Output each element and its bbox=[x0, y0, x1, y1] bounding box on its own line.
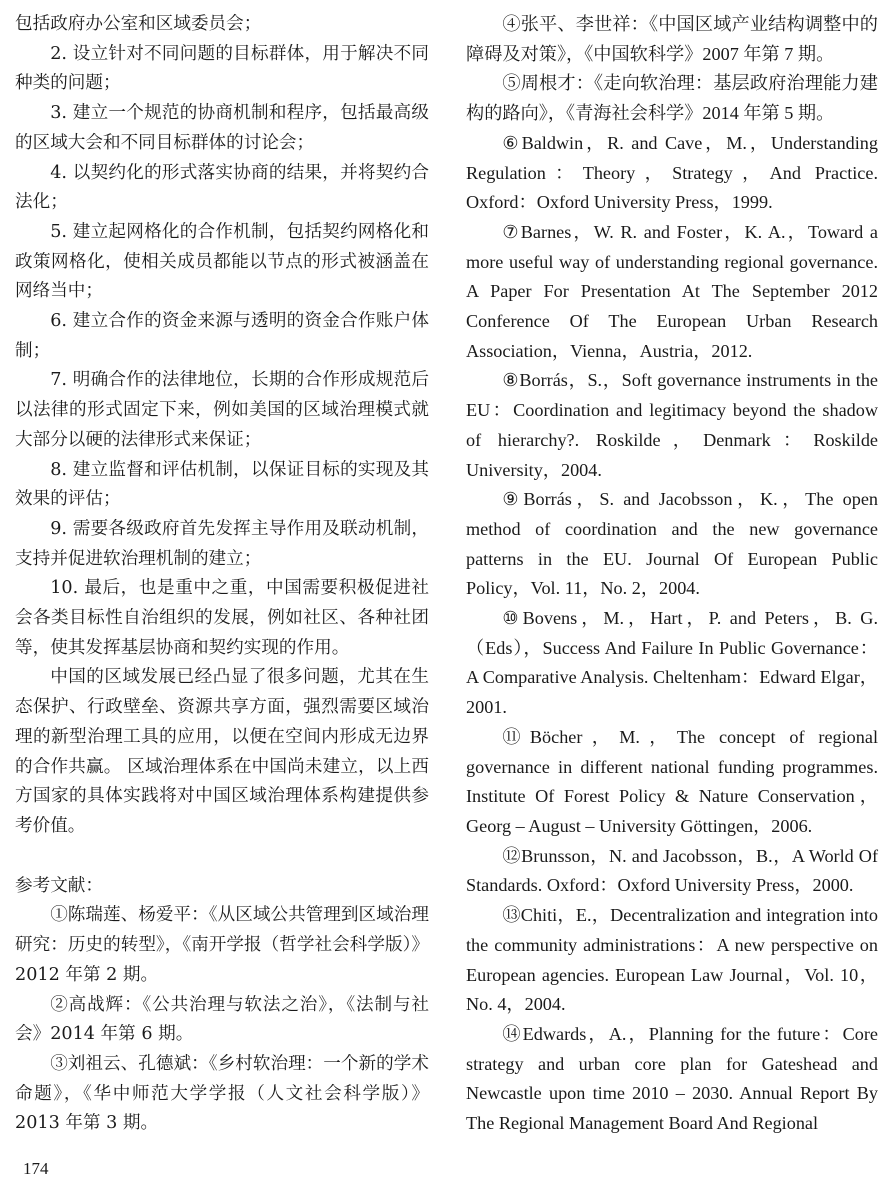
paragraph: 8. 建立监督和评估机制，以保证目标的实现及其效果的评估； bbox=[15, 459, 429, 510]
left-column bbox=[15, 10, 429, 1139]
reference-item: ⑩Bovens，M.，Hart，P. and Peters，B. G.（Eds），Success And Failure In Public Governance：A Comparative Analysis. Cheltenham：Edward Elgar，2001. bbox=[466, 608, 878, 718]
reference-item: ⑭Edwards，A.，Planning for the future：Core strategy and urban core plan for Gateshead and Newcastle upon time 2010 – 2030. Annual Report By The Regional Management Board And Regional bbox=[466, 1023, 878, 1134]
reference-item: ⑨Borrás，S. and Jacobsson，K.，The open method of coordination and the new governance patterns in the EU. Journal Of European Public Policy，Vol. 11，No. 2，2004. bbox=[466, 489, 878, 599]
paragraph: 中国的区域发展已经凸显了很多问题，尤其在生态保护、行政壁垒、资源共享方面，强烈需要区域治理的新型治理工具的应用，以便在空间内形成无边界的合作共赢。 区域治理体系在中国尚未建立，以上西方国家的具体实践将对中国区域治理体系构建提供参考价值。 bbox=[15, 667, 429, 836]
references-heading: 参考文献： bbox=[15, 875, 103, 896]
paragraph: 9. 需要各级政府首先发挥主导作用及联动机制，支持并促进软治理机制的建立； bbox=[15, 518, 429, 569]
paragraph: 7. 明确合作的法律地位，长期的合作形成规范后以法律的形式固定下来，例如美国的区域治理模式就大部分以硬的法律形式来保证； bbox=[15, 370, 429, 450]
reference-item: ①陈瑞莲、杨爱平：《从区域公共管理到区域治理研究：历史的转型》，《南开学报（哲学社会科学版）》2012 年第 2 期。 bbox=[15, 905, 429, 985]
reference-item: ⑧Borrás，S.，Soft governance instruments in the EU：Coordination and legitimacy beyond the shadow of hierarchy?. Roskilde，Denmark：Roskilde University，2004. bbox=[466, 370, 878, 480]
reference-item: ⑬Chiti，E.，Decentralization and integration into the community administrations：A new perspective on European agencies. European Law Journal，Vol. 10，No. 4，2004. bbox=[466, 905, 878, 1015]
right-column bbox=[466, 10, 878, 1139]
paragraph: 3. 建立一个规范的协商机制和程序，包括最高级的区域大会和不同目标群体的讨论会； bbox=[15, 103, 429, 153]
reference-item: ④张平、李世祥：《中国区域产业结构调整中的障碍及对策》，《中国软科学》2007 年第 7 期。 bbox=[466, 14, 878, 64]
paragraph: 2. 设立针对不同问题的目标群体，用于解决不同种类的问题； bbox=[15, 43, 429, 94]
paragraph: 包括政府办公室和区域委员会； bbox=[15, 14, 262, 34]
reference-item: ⑫Brunsson，N. and Jacobsson，B.，A World Of Standards. Oxford：Oxford University Press，2000. bbox=[466, 845, 878, 896]
paragraph: 5. 建立起网格化的合作机制，包括契约网格化和政策网格化，使相关成员都能以节点的形式被涵盖在网络当中； bbox=[15, 221, 429, 302]
reference-item: ⑦Barnes，W. R. and Foster，K. A.，Toward a more useful way of understanding regional governance. A Paper For Presentation At The September 2012 Conference Of The European Urban Research Association，Vienna，Austria，2012. bbox=[466, 221, 878, 361]
page-number: 174 bbox=[23, 1159, 49, 1178]
reference-item: ⑥Baldwin，R. and Cave，M.，Understanding Regulation：Theory，Strategy，And Practice. Oxford：Oxford University Press，1999. bbox=[466, 132, 878, 213]
paragraph: 4. 以契约化的形式落实协商的结果，并将契约合法化； bbox=[15, 162, 429, 213]
reference-item: ②高战辉：《公共治理与软法之治》，《法制与社会》2014 年第 6 期。 bbox=[15, 994, 429, 1045]
reference-item: ⑤周根才：《走向软治理：基层政府治理能力建构的路向》，《青海社会科学》2014 年第 5 期。 bbox=[466, 73, 878, 124]
reference-item: ⑪Böcher，M.，The concept of regional governance in different national funding programmes. Institute Of Forest Policy & Nature Conservation，Georg – August – University Göttingen，2006. bbox=[466, 726, 878, 836]
paragraph: 10. 最后，也是重中之重，中国需要积极促进社会各类目标性自治组织的发展，例如社区、各种社团等，使其发挥基层协商和契约实现的作用。 bbox=[15, 578, 429, 658]
reference-item: ③刘祖云、孔德斌：《乡村软治理：一个新的学术命题》，《华中师范大学学报（人文社会科学版）》2013 年第 3 期。 bbox=[15, 1053, 429, 1134]
paragraph: 6. 建立合作的资金来源与透明的资金合作账户体制； bbox=[15, 311, 429, 361]
